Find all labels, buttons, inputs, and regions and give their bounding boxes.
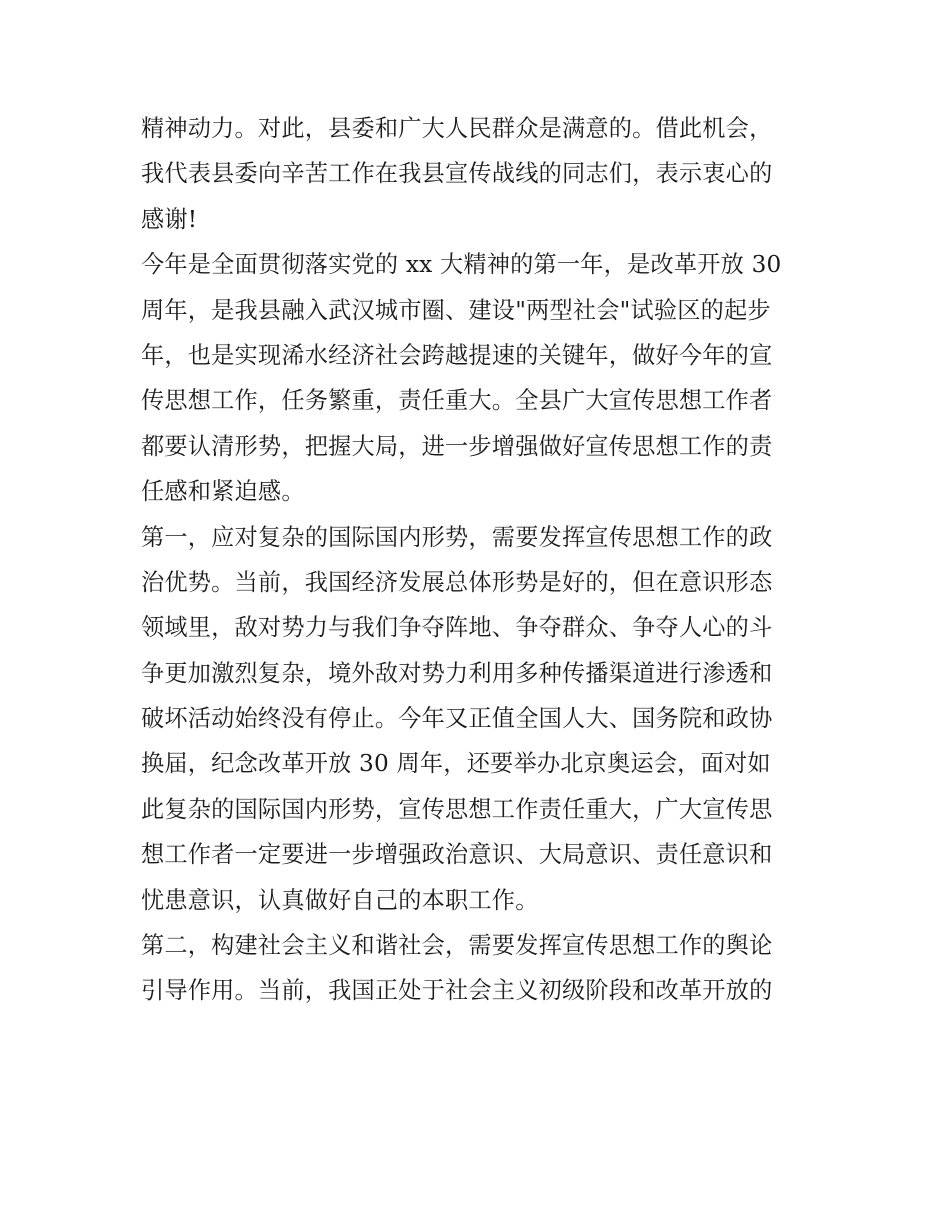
- text-line: 都要认清形势，把握大局，进一步增强做好宣传思想工作的责: [141, 432, 773, 460]
- text-line: 忧患意识，认真做好自己的本职工作。: [141, 886, 539, 914]
- text-line: 第一，应对复杂的国际国内形势，需要发挥宣传思想工作的政: [141, 523, 773, 551]
- text-line: 引导作用。当前，我国正处于社会主义初级阶段和改革开放的: [141, 977, 773, 1005]
- text-line: 精神动力。对此，县委和广大人民群众是满意的。借此机会，: [141, 115, 773, 142]
- text-line: 任感和紧迫感。: [141, 478, 305, 506]
- document-body: [141, 106, 813, 1014]
- text-line: 周年，是我县融入武汉城市圈、建设"两型社会"试验区的起步: [141, 296, 771, 324]
- text-line: 争更加激烈复杂，境外敌对势力利用多种传播渠道进行渗透和: [141, 659, 773, 687]
- text-line: 此复杂的国际国内形势，宣传思想工作责任重大，广大宣传思: [141, 795, 773, 823]
- text-line: 破坏活动始终没有停止。今年又正值全国人大、国务院和政协: [141, 705, 773, 733]
- text-line: 今年是全面贯彻落实党的 xx 大精神的第一年，是改革开放 30: [141, 251, 782, 279]
- text-line: 年，也是实现浠水经济社会跨越提速的关键年，做好今年的宣: [141, 341, 773, 369]
- text-line: 治优势。当前，我国经济发展总体形势是好的，但在意识形态: [141, 568, 773, 596]
- text-line: 感谢!: [141, 205, 198, 233]
- text-line: 我代表县委向辛苦工作在我县宣传战线的同志们，表示衷心的: [141, 160, 773, 188]
- text-line: 第二，构建社会主义和谐社会，需要发挥宣传思想工作的舆论: [141, 932, 773, 960]
- text-line: 想工作者一定要进一步增强政治意识、大局意识、责任意识和: [141, 841, 773, 869]
- text-line: 领域里，敌对势力与我们争夺阵地、争夺群众、争夺人心的斗: [141, 614, 773, 642]
- text-line: 传思想工作，任务繁重，责任重大。全县广大宣传思想工作者: [141, 387, 773, 415]
- text-line: 换届，纪念改革开放 30 周年，还要举办北京奥运会，面对如: [141, 750, 771, 778]
